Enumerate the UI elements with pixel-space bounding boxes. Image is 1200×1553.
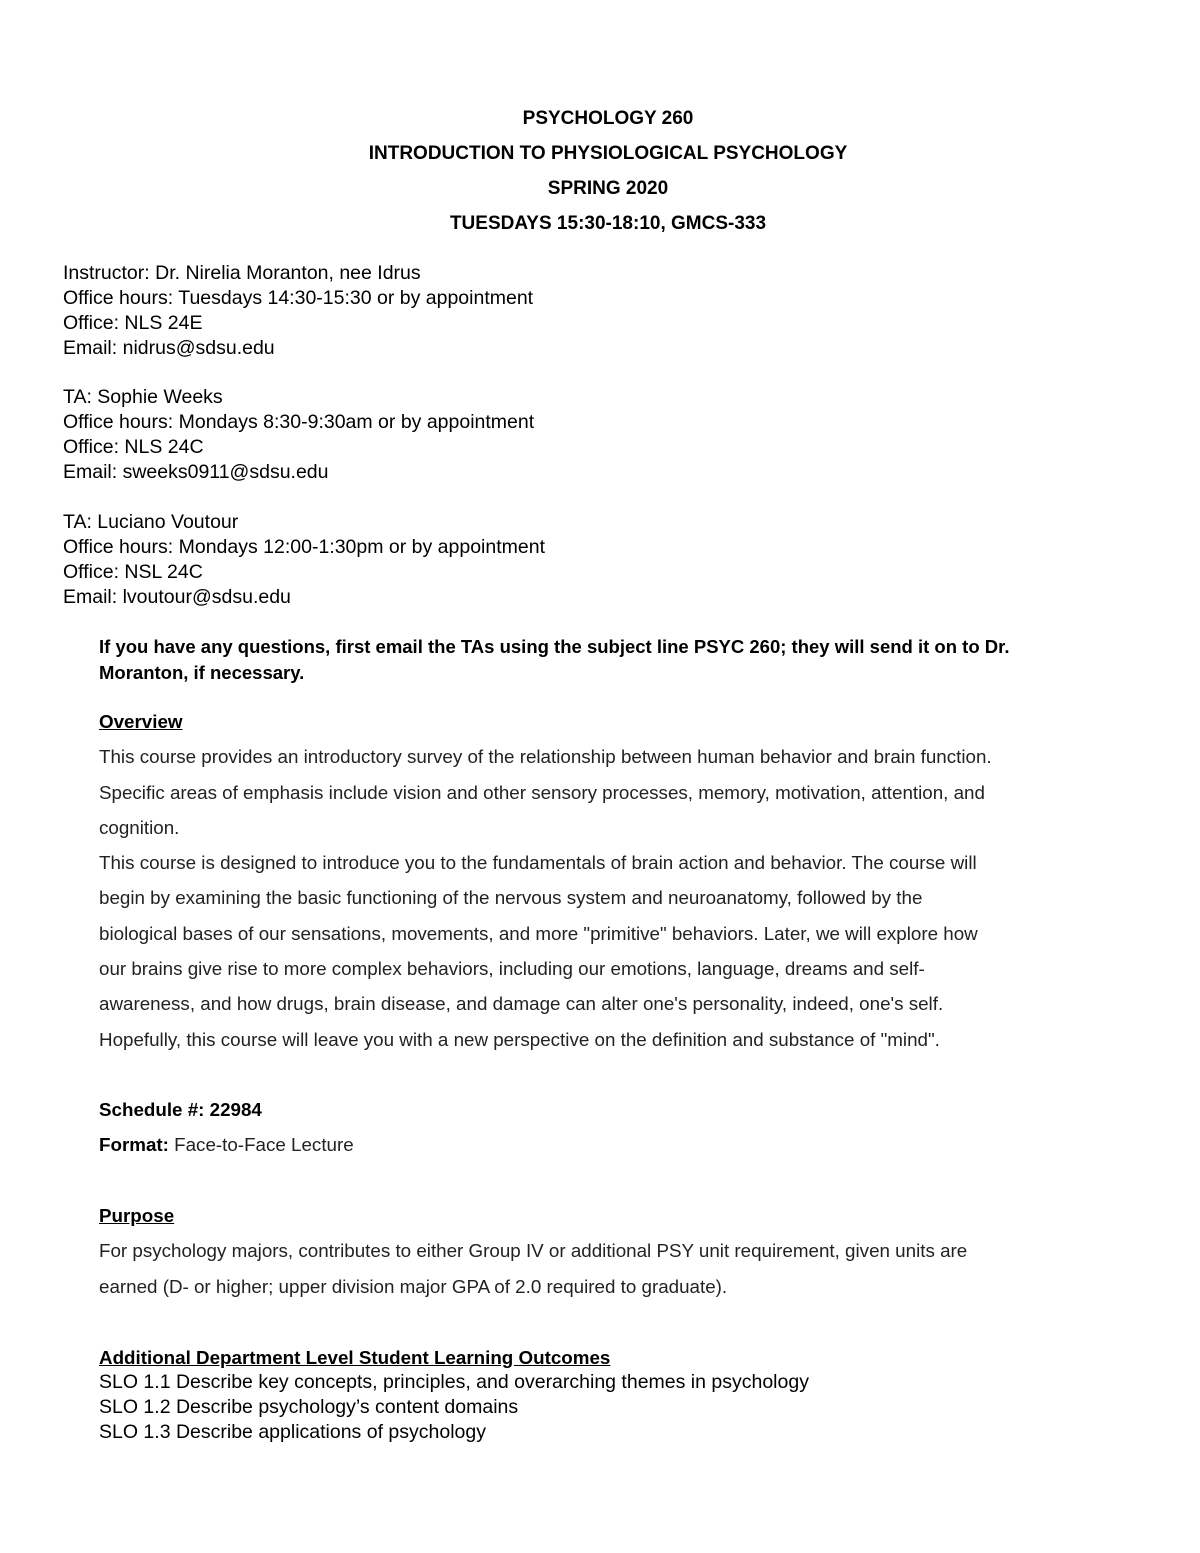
course-term: SPRING 2020 bbox=[547, 178, 669, 199]
ta1-office-hours: Office hours: Mondays 8:30-9:30am or by appointment bbox=[63, 411, 535, 433]
schedule-number: Schedule #: 22984 bbox=[99, 1099, 262, 1120]
learning-outcomes-section bbox=[99, 1345, 809, 1445]
instructor-office: Office: NLS 24E bbox=[63, 312, 203, 334]
overview-section bbox=[99, 704, 1179, 1057]
overview-line: begin by examining the basic functioning of the nervous system and neuroanatomy, followed by the bbox=[99, 887, 923, 909]
ta-info-2 bbox=[63, 510, 545, 610]
ta2-name: TA: Luciano Voutour bbox=[63, 511, 239, 533]
overview-line: This course is designed to introduce you to the fundamentals of brain action and behavior. The course will bbox=[99, 852, 977, 874]
format-line bbox=[99, 1127, 1179, 1162]
format-value: Face-to-Face Lecture bbox=[168, 1134, 354, 1156]
ta1-office: Office: NLS 24C bbox=[63, 436, 204, 458]
overview-heading: Overview bbox=[99, 711, 183, 732]
format-label: Format: bbox=[99, 1134, 169, 1156]
instructor-info bbox=[63, 261, 533, 361]
instructor-name: Instructor: Dr. Nirelia Moranton, nee Idrus bbox=[63, 262, 421, 284]
ta2-email: Email: lvoutour@sdsu.edu bbox=[63, 586, 291, 608]
course-time-location: TUESDAYS 15:30-18:10, GMCS-333 bbox=[449, 213, 767, 234]
overview-line: our brains give rise to more complex behaviors, including our emotions, language, dreams and self- bbox=[99, 958, 925, 980]
ta1-email: Email: sweeks0911@sdsu.edu bbox=[63, 461, 329, 483]
notice-line-1: If you have any questions, first email the TAs using the subject line PSYC 260; they will send it on to Dr. bbox=[99, 636, 1010, 657]
outcome-item: SLO 1.2 Describe psychology’s content domains bbox=[99, 1396, 519, 1418]
outcomes-heading: Additional Department Level Student Learning Outcomes bbox=[99, 1347, 611, 1368]
overview-line: biological bases of our sensations, movements, and more "primitive" behaviors. Later, we will explore how bbox=[99, 922, 978, 944]
course-title: INTRODUCTION TO PHYSIOLOGICAL PSYCHOLOGY bbox=[368, 143, 848, 164]
ta2-office: Office: NSL 24C bbox=[63, 561, 203, 583]
purpose-section bbox=[99, 1198, 1179, 1304]
instructor-email: Email: nidrus@sdsu.edu bbox=[63, 337, 275, 359]
contact-notice bbox=[99, 634, 1179, 686]
purpose-heading: Purpose bbox=[99, 1205, 175, 1226]
notice-line-2: Moranton, if necessary. bbox=[99, 662, 305, 683]
ta2-office-hours: Office hours: Mondays 12:00-1:30pm or by appointment bbox=[63, 536, 545, 558]
outcome-item: SLO 1.3 Describe applications of psychology bbox=[99, 1421, 486, 1443]
schedule-section bbox=[99, 1092, 1179, 1163]
instructor-office-hours: Office hours: Tuesdays 14:30-15:30 or by appointment bbox=[63, 287, 534, 309]
overview-line: This course provides an introductory survey of the relationship between human behavior and brain function. bbox=[99, 746, 992, 768]
overview-line: cognition. bbox=[99, 816, 180, 838]
purpose-line: earned (D- or higher; upper division major GPA of 2.0 required to graduate). bbox=[99, 1275, 728, 1297]
outcome-item: SLO 1.1 Describe key concepts, principles, and overarching themes in psychology bbox=[99, 1371, 809, 1393]
ta1-name: TA: Sophie Weeks bbox=[63, 386, 223, 408]
overview-line: Specific areas of emphasis include vision and other sensory processes, memory, motivation, attention, and bbox=[99, 781, 985, 803]
ta-info-1 bbox=[63, 385, 534, 485]
overview-line: Hopefully, this course will leave you with a new perspective on the definition and substance of "mind". bbox=[99, 1028, 940, 1050]
overview-line: awareness, and how drugs, brain disease, and damage can alter one's personality, indeed, one's self. bbox=[99, 993, 944, 1015]
purpose-line: For psychology majors, contributes to either Group IV or additional PSY unit requirement, given units are bbox=[99, 1240, 968, 1262]
course-number: PSYCHOLOGY 260 bbox=[522, 108, 694, 129]
